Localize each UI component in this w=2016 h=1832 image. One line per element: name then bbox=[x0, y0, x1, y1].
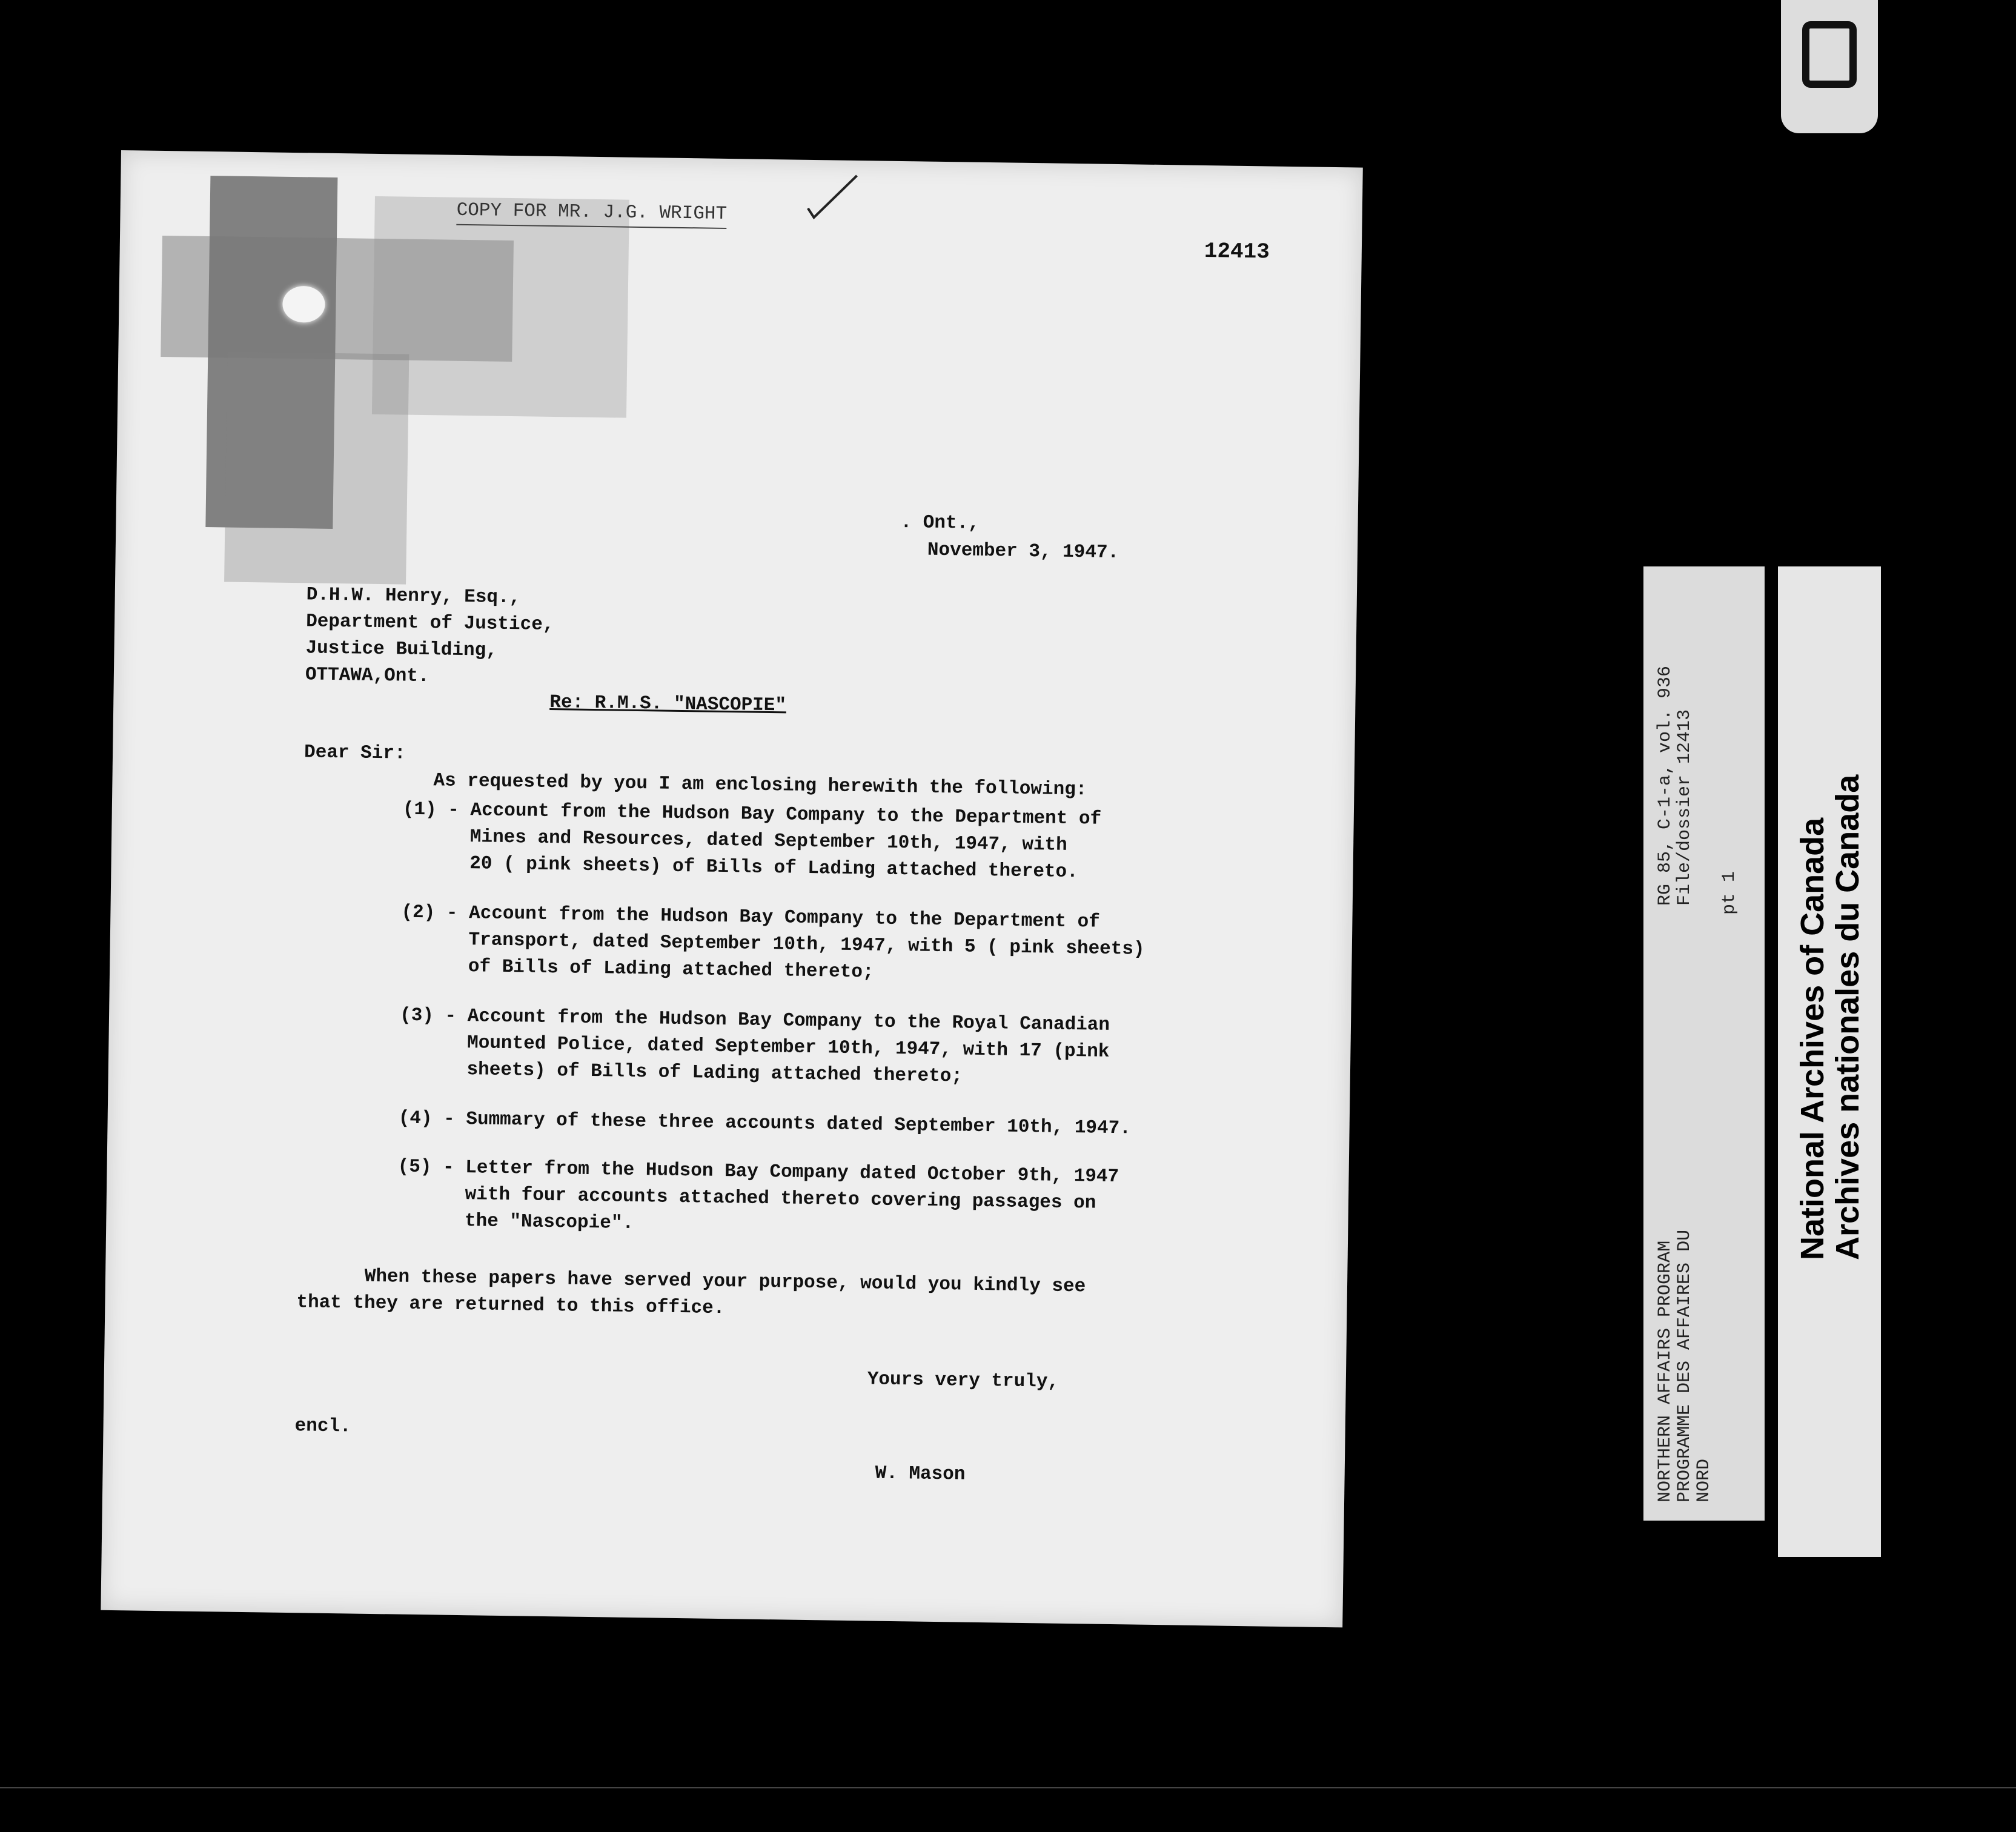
item-line: Mounted Police, dated September 10th, 1947, with 17 (pink bbox=[466, 1032, 1110, 1063]
item-line: sheets) of Bills of Lading attached thereto; bbox=[466, 1059, 963, 1087]
reference-line: File/dossier 12413 bbox=[1674, 709, 1695, 906]
letter-place: . Ont., bbox=[900, 512, 980, 534]
program-line: NORTHERN AFFAIRS PROGRAM bbox=[1655, 1240, 1676, 1502]
item-number: (2) - bbox=[401, 901, 458, 924]
salutation: Dear Sir: bbox=[303, 742, 406, 765]
enclosure-item bbox=[397, 1154, 1119, 1244]
item-line: with four accounts attached thereto covering passages on bbox=[465, 1184, 1096, 1214]
part-number: pt 1 bbox=[1719, 871, 1740, 915]
reference-text bbox=[1656, 666, 1694, 906]
item-line: of Bills of Lading attached thereto; bbox=[468, 956, 874, 983]
reference-line: RG 85, C-1-a, vol. 936 bbox=[1655, 665, 1676, 906]
enclosure-item bbox=[399, 1003, 1110, 1092]
archives-name-label bbox=[1778, 566, 1881, 1557]
program-text bbox=[1656, 1230, 1714, 1502]
archives-name bbox=[1795, 775, 1865, 1260]
archive-reference-label bbox=[1643, 566, 1765, 1521]
recipient-address bbox=[305, 582, 555, 692]
item-number: (1) - bbox=[402, 798, 460, 821]
tape-strip bbox=[224, 351, 409, 584]
program-line: NORD bbox=[1694, 1458, 1714, 1502]
film-edge-line bbox=[0, 1787, 2016, 1788]
archives-name-en: National Archives of Canada bbox=[1794, 817, 1831, 1260]
file-number: 12413 bbox=[1204, 238, 1270, 265]
item-number: (5) - bbox=[397, 1156, 454, 1178]
closing-line: When these papers have served your purpose, would you kindly see bbox=[364, 1266, 1086, 1298]
check-mark-icon bbox=[804, 172, 860, 221]
enclosure-item bbox=[402, 797, 1101, 886]
film-marker-icon bbox=[1802, 21, 1857, 88]
item-line: Mines and Resources, dated September 10th, 1947, with bbox=[469, 826, 1067, 856]
film-marker-tab bbox=[1781, 0, 1878, 133]
tape-strip bbox=[372, 196, 629, 418]
closing-line: that they are returned to this office. bbox=[296, 1292, 725, 1319]
item-line: 20 ( pink sheets) of Bills of Lading attached thereto. bbox=[469, 853, 1078, 883]
item-number: (4) - bbox=[398, 1107, 455, 1130]
complimentary-close: Yours very truly, bbox=[867, 1369, 1059, 1393]
address-line: Justice Building, bbox=[305, 637, 498, 662]
program-line: PROGRAMME DES AFFAIRES DU bbox=[1674, 1229, 1695, 1502]
letter-date: November 3, 1947. bbox=[927, 539, 1119, 564]
closing-paragraph bbox=[296, 1263, 1086, 1327]
subject-line: Re: R.M.S. "NASCOPIE" bbox=[549, 691, 787, 717]
enclosure-note: encl. bbox=[294, 1415, 351, 1438]
signature: W. Mason bbox=[875, 1462, 966, 1485]
item-line: Letter from the Hudson Bay Company dated October 9th, 1947 bbox=[465, 1157, 1119, 1188]
copy-line: COPY FOR MR. J.G. WRIGHT bbox=[456, 197, 727, 229]
item-line: Account from the Hudson Bay Company to the Royal Canadian bbox=[467, 1006, 1110, 1036]
item-line: Summary of these three accounts dated September 10th, 1947. bbox=[466, 1109, 1132, 1140]
item-line: Account from the Hudson Bay Company to the Department of bbox=[468, 903, 1101, 933]
archives-name-fr: Archives nationales du Canada bbox=[1829, 774, 1866, 1260]
item-line: Account from the Hudson Bay Company to the Department of bbox=[470, 800, 1102, 830]
enclosure-item bbox=[398, 1106, 1131, 1143]
item-line: Transport, dated September 10th, 1947, with 5 ( pink sheets) bbox=[468, 929, 1145, 960]
address-line: D.H.W. Henry, Esq., bbox=[306, 584, 521, 609]
item-number: (3) - bbox=[399, 1004, 457, 1027]
intro-sentence: As requested by you I am enclosing herewith the following: bbox=[433, 770, 1087, 801]
item-line: the "Nascopie". bbox=[464, 1210, 634, 1234]
address-line: Department of Justice, bbox=[305, 611, 554, 636]
letter-page bbox=[101, 150, 1362, 1627]
enclosure-item bbox=[400, 900, 1146, 990]
address-line: OTTAWA,Ont. bbox=[305, 664, 429, 688]
